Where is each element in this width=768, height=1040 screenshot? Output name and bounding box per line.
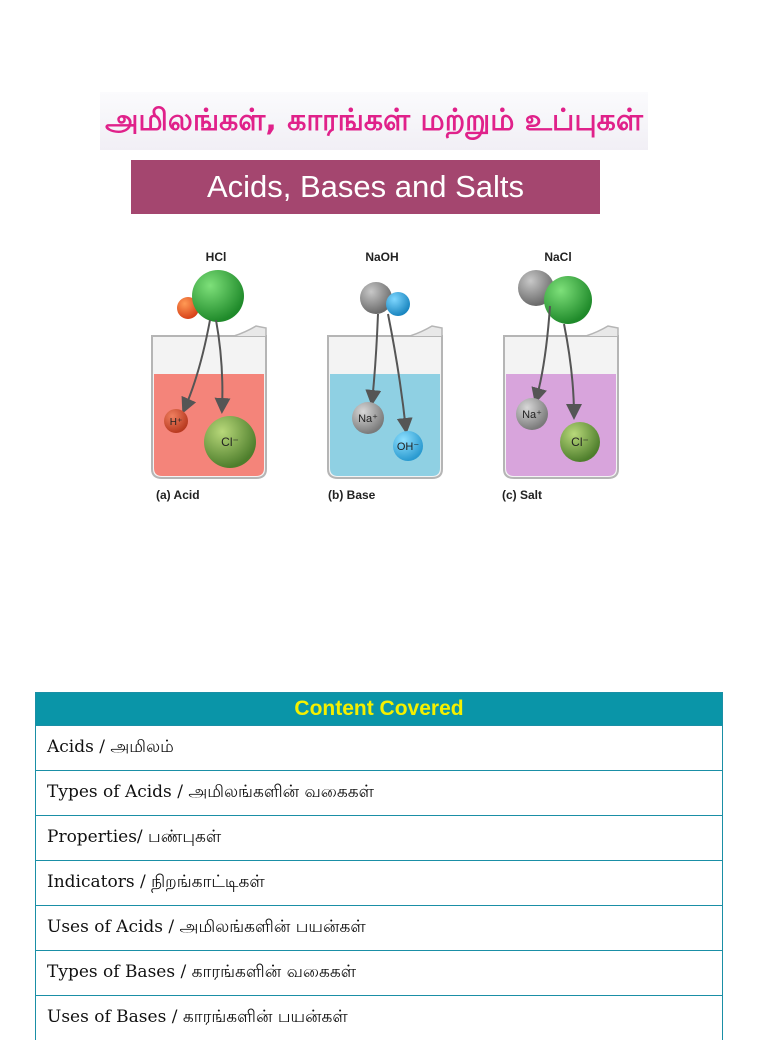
formula-hcl: HCl — [205, 250, 227, 264]
content-covered-table — [35, 692, 723, 1040]
beaker-acid — [152, 250, 266, 502]
beaker-base — [328, 250, 442, 502]
svg-text:OH⁻: OH⁻ — [396, 441, 420, 453]
caption-base: (b) Base — [328, 488, 376, 502]
table-row: Uses of Acids / அமிலங்களின் பயன்கள் — [36, 905, 722, 950]
table-heading: Content Covered — [36, 693, 722, 725]
table-row: Uses of Bases / காரங்களின் பயன்கள் — [36, 995, 722, 1040]
beaker-salt — [502, 250, 618, 502]
acid-base-salt-figure — [150, 244, 630, 506]
svg-text:Na⁺: Na⁺ — [358, 413, 378, 425]
atom-oh — [386, 292, 410, 316]
svg-text:Cl⁻: Cl⁻ — [221, 435, 239, 449]
caption-acid: (a) Acid — [156, 488, 200, 502]
atom-cl-salt — [544, 276, 592, 324]
formula-nacl: NaCl — [544, 250, 572, 264]
table-row: Acids / அமிலம் — [36, 725, 722, 770]
liquid-base — [330, 374, 440, 476]
table-row: Properties/ பண்புகள் — [36, 815, 722, 860]
table-row: Indicators / நிறங்காட்டிகள் — [36, 860, 722, 905]
tamil-title: அமிலங்கள், காரங்கள் மற்றும் உப்புகள் — [100, 92, 648, 150]
caption-salt: (c) Salt — [502, 488, 543, 502]
svg-text:Na⁺: Na⁺ — [522, 409, 542, 421]
english-title-banner: Acids, Bases and Salts — [131, 160, 600, 214]
table-row: Types of Acids / அமிலங்களின் வகைகள் — [36, 770, 722, 815]
table-row: Types of Bases / காரங்களின் வகைகள் — [36, 950, 722, 995]
svg-text:H⁺: H⁺ — [169, 417, 183, 428]
atom-cl — [192, 270, 244, 322]
formula-naoh: NaOH — [365, 250, 399, 264]
svg-text:Cl⁻: Cl⁻ — [571, 435, 589, 449]
